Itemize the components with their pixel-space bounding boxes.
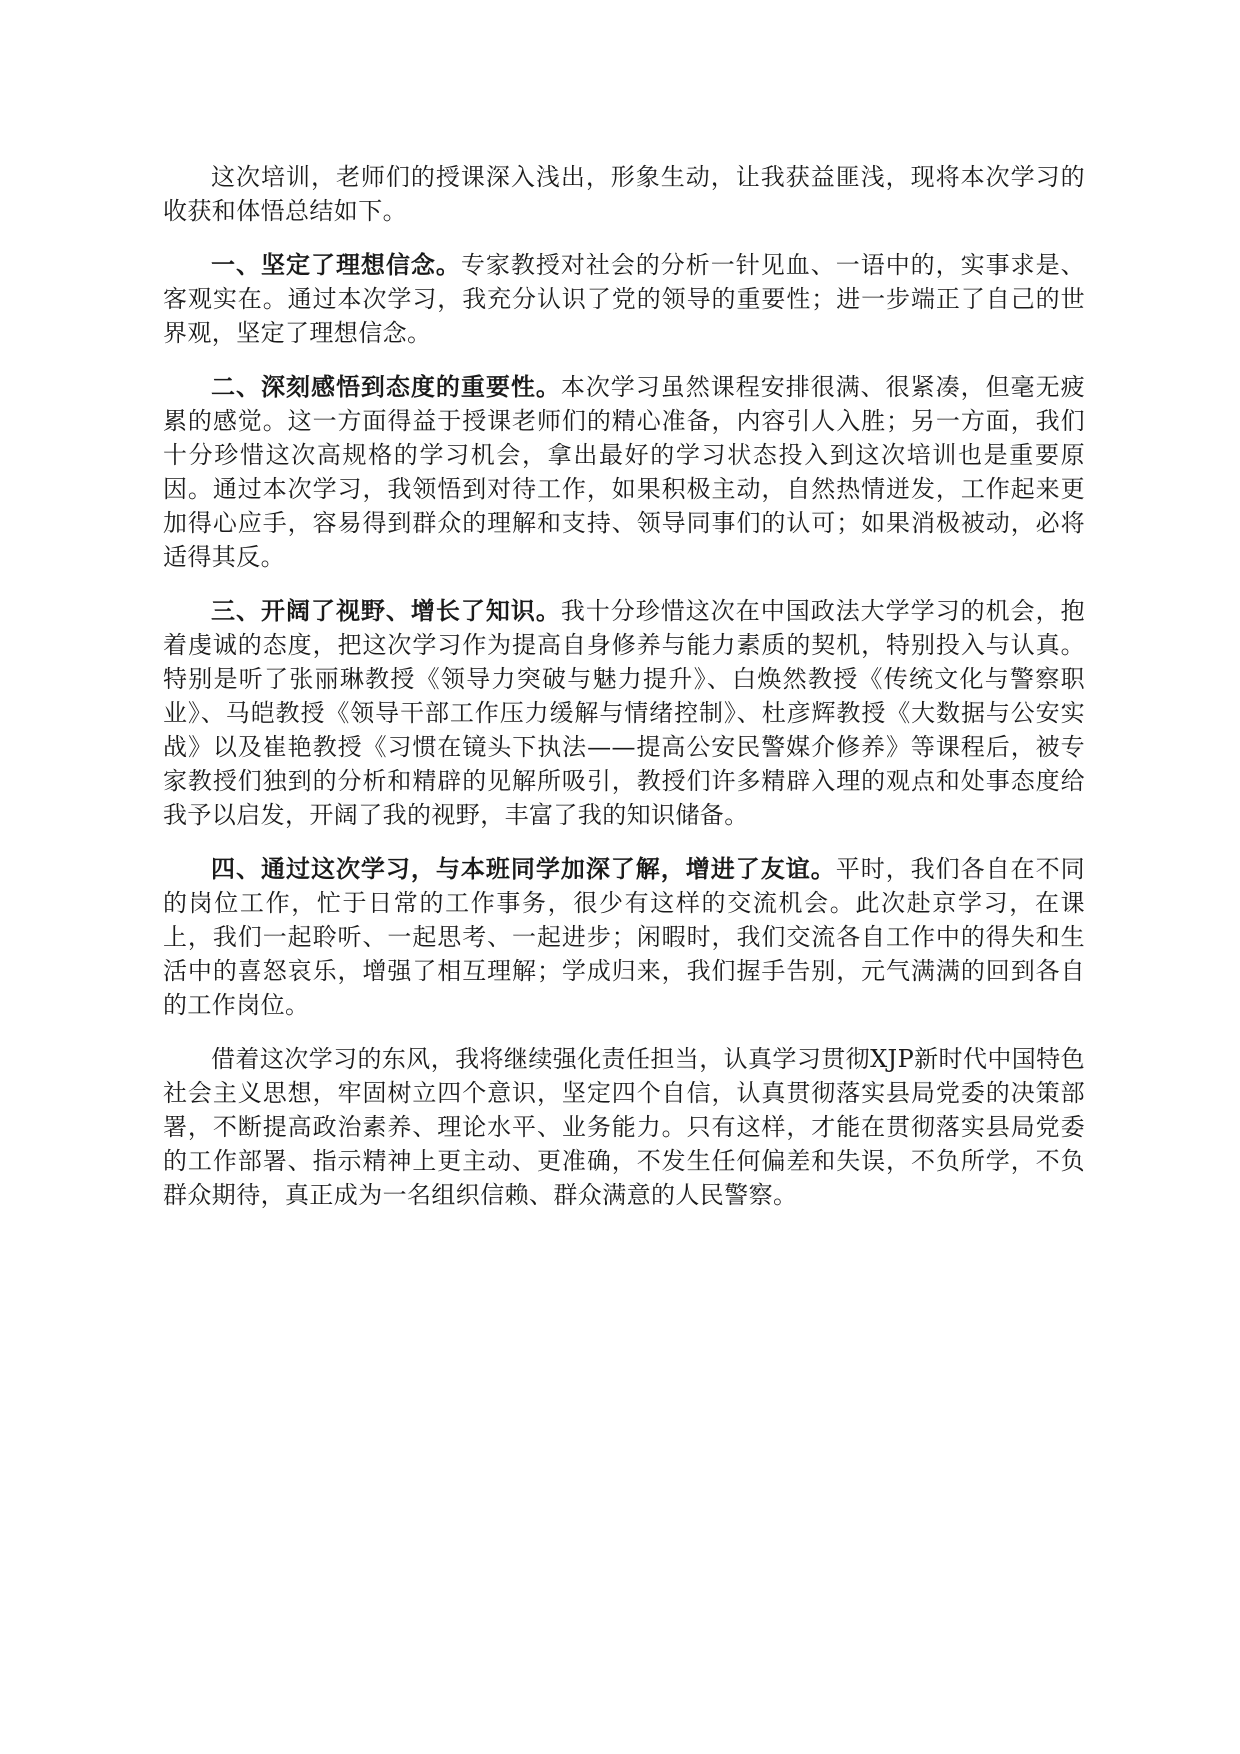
section-body-3: 我十分珍惜这次在中国政法大学学习的机会，抱着虔诚的态度，把这次学习作为提高自身修养与能力素质的契机，特别投入与认真。特别是听了张丽琳教授《领导力突破与魅力提升》、白焕然教授《传统文化与警察职业》、马皑教授《领导干部工作压力缓解与情绪控制》、杜彦辉教授《大数据与公安实战》以及崔艳教授《习惯在镜头下执法——提高公安民警媒介修养》等课程后，被专家教授们独到的分析和精辟的见解所吸引，教授们许多精辟入理的观点和处事态度给我予以启发，开阔了我的视野，丰富了我的知识储备。 [163, 597, 1085, 829]
section-paragraph-2 [163, 370, 1085, 574]
section-heading-3: 三、开阔了视野、增长了知识。 [211, 596, 561, 625]
section-paragraph-3 [163, 594, 1085, 832]
closing-paragraph [163, 1042, 1085, 1212]
section-heading-1: 一、坚定了理想信念。 [211, 250, 461, 279]
section-paragraph-4 [163, 852, 1085, 1022]
section-heading-4: 四、通过这次学习，与本班同学加深了解，增进了友谊。 [211, 854, 836, 883]
document-page [163, 160, 1085, 1232]
intro-text: 这次培训，老师们的授课深入浅出，形象生动，让我获益匪浅，现将本次学习的收获和体悟总结如下。 [163, 163, 1085, 225]
closing-text: 借着这次学习的东风，我将继续强化责任担当，认真学习贯彻XJP新时代中国特色社会主义思想，牢固树立四个意识，坚定四个自信，认真贯彻落实县局党委的决策部署，不断提高政治素养、理论水平、业务能力。只有这样，才能在贯彻落实县局党委的工作部署、指示精神上更主动、更准确，不发生任何偏差和失误，不负所学，不负群众期待，真正成为一名组织信赖、群众满意的人民警察。 [163, 1045, 1085, 1209]
section-paragraph-1 [163, 248, 1085, 350]
intro-paragraph [163, 160, 1085, 228]
section-body-2: 本次学习虽然课程安排很满、很紧凑，但毫无疲累的感觉。这一方面得益于授课老师们的精心准备，内容引人入胜；另一方面，我们十分珍惜这次高规格的学习机会，拿出最好的学习状态投入到这次培训也是重要原因。通过本次学习，我领悟到对待工作，如果积极主动，自然热情迸发，工作起来更加得心应手，容易得到群众的理解和支持、领导同事们的认可；如果消极被动，必将适得其反。 [163, 373, 1085, 571]
section-body-4: 平时，我们各自在不同的岗位工作，忙于日常的工作事务，很少有这样的交流机会。此次赴京学习，在课上，我们一起聆听、一起思考、一起进步；闲暇时，我们交流各自工作中的得失和生活中的喜怒哀乐，增强了相互理解；学成归来，我们握手告别，元气满满的回到各自的工作岗位。 [163, 855, 1086, 1019]
section-heading-2: 二、深刻感悟到态度的重要性。 [211, 372, 561, 401]
section-body-1: 专家教授对社会的分析一针见血、一语中的，实事求是、客观实在。通过本次学习，我充分认识了党的领导的重要性；进一步端正了自己的世界观，坚定了理想信念。 [163, 251, 1086, 347]
